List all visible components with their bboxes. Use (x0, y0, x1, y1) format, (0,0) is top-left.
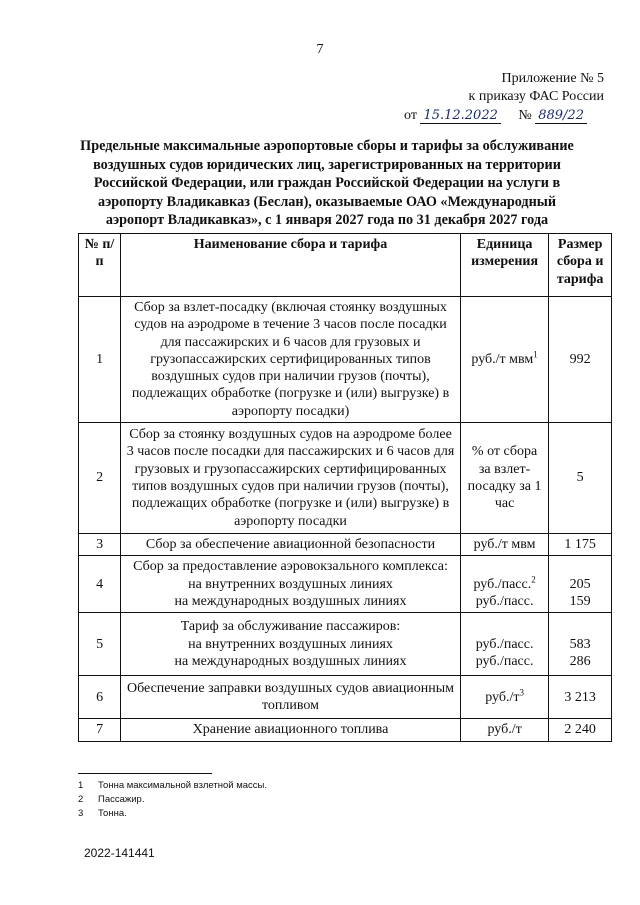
row-unit: руб./пасс. руб./пасс. (460, 613, 548, 676)
footnote-item: 1 Тонна максимальной взлетной массы. (78, 780, 267, 791)
row-num: 6 (79, 676, 121, 719)
row-unit: $руб./т^3$ (460, 676, 548, 719)
row-unit: % от сбора за взлет-посадку за 1 час (460, 423, 548, 534)
page-number: 7 (316, 42, 324, 57)
header-name: Наименование сбора и тарифа (121, 234, 461, 297)
order-number-handwritten: 889/22 (535, 108, 587, 124)
appendix-header (374, 70, 604, 106)
table-header-row (79, 234, 612, 297)
registration-number: 2022-141441 (84, 846, 155, 860)
order-reference (404, 108, 614, 124)
row-num: 7 (79, 719, 121, 741)
footnote-divider (78, 773, 212, 774)
table-row (79, 613, 612, 676)
row-num: 4 (79, 556, 121, 613)
row-num: 5 (79, 613, 121, 676)
footnote-item: 3 Тонна. (78, 808, 127, 819)
order-number-label: № (518, 108, 532, 123)
row-unit: руб./пасс.$^2$ руб./пасс. (460, 556, 548, 613)
row-num: 3 (79, 534, 121, 556)
footnote-item: 2 Пассажир. (78, 794, 145, 805)
row-value: 992 (549, 297, 612, 423)
row-name: Сбор за стоянку воздушных судов на аэродроме более 3 часов после посадки для пассажирских и 6 часов для грузовых и грузопассажирских сертифицированных типов воздушных судов при наличии грузов (почты), подлежащих обработке (погрузке и (или) выгрузке) в аэропорту посадки (121, 423, 461, 534)
header-unit: Единица измерения (460, 234, 548, 297)
row-sub-domestic: на внутренних воздушных линиях (188, 576, 393, 592)
row-sub-international: на международных воздушных линиях (174, 593, 407, 609)
row-value: 2 240 (549, 719, 612, 741)
row-name: Сбор за предоставление аэровокзального комплекса: на внутренних воздушных линиях на международных воздушных линиях (121, 556, 461, 613)
row-name: Обеспечение заправки воздушных судов авиационным топливом (121, 676, 461, 719)
row-name: Хранение авиационного топлива (121, 719, 461, 741)
row-unit: руб./т мвм$^1$ (460, 297, 548, 423)
row-num: 2 (79, 423, 121, 534)
order-date-handwritten: 15.12.2022 (420, 108, 500, 124)
footnotes (78, 779, 267, 821)
footnote-ref: 1 (533, 349, 538, 360)
row-name: Тариф за обслуживание пассажиров: на внутренних воздушных линиях на международных воздушных линиях (121, 613, 461, 676)
row-value: 205 159 (549, 556, 612, 613)
row-name: Сбор за обеспечение авиационной безопасности (121, 534, 461, 556)
row-value: 5 (549, 423, 612, 534)
row-value: 583 286 (549, 613, 612, 676)
row-sub-domestic: на внутренних воздушных линиях (188, 636, 393, 652)
appendix-line-1: Приложение № 5 (501, 71, 604, 86)
table-row (79, 676, 612, 719)
table-row (79, 534, 612, 556)
header-value: Размер сбора и тарифа (549, 234, 612, 297)
row-value: 1 175 (549, 534, 612, 556)
row-value: 3 213 (549, 676, 612, 719)
row-unit: руб./т мвм (460, 534, 548, 556)
row-num: 1 (79, 297, 121, 423)
document-title: Предельные максимальные аэропортовые сборы и тарифы за обслуживание воздушных судов юридических лиц, зарегистрированных на территории Российской Федерации, или граждан Российской Федерации на услуги в аэропорту Владикавказ (Беслан), оказываемые ОАО «Международный аэропорт Владикавказ», с 1 января 2027 года по 31 декабря 2027 года (80, 138, 574, 228)
row-name: Сбор за взлет-посадку (включая стоянку воздушных судов на аэродроме в течение 3 часов после посадки для пассажирских и 6 часов для грузовых и грузопассажирских сертифицированных типов воздушных судов при наличии грузов (почты), подлежащих обработке (погрузке и (или) выгрузке) в аэропорту посадки) (121, 297, 461, 423)
table-row (79, 556, 612, 613)
footnote-ref: 2 (531, 574, 536, 585)
tariffs-table (78, 233, 612, 742)
footnote-ref: 3 (519, 686, 524, 697)
table-row (79, 719, 612, 741)
row-unit: руб./т (460, 719, 548, 741)
order-from-label: от (404, 108, 417, 123)
appendix-line-2: к приказу ФАС России (468, 89, 604, 104)
row-sub-international: на международных воздушных линиях (174, 653, 407, 669)
header-num: № п/п (79, 234, 121, 297)
table-row (79, 423, 612, 534)
table-row (79, 297, 612, 423)
